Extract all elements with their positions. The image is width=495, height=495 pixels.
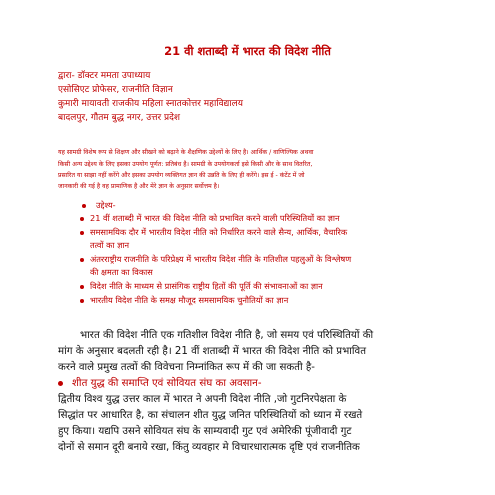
objective-text: 21 वीं शताब्दी में भारत की विदेश नीति को प्रभावित करने वाली परिस्थितियों का ज्ञान [90, 213, 340, 223]
objective-text: की क्षमता का विकास [90, 267, 153, 277]
section-heading-label: शीत युद्ध की समाप्ति एवं सोवियत संघ का अवसान- [72, 378, 262, 389]
bullet-icon [58, 381, 63, 386]
paragraph-line: मांग के अनुसार बदलती रही है। 21 वीं शताब्दी में भारत की विदेश नीति को प्रभावित [58, 346, 367, 357]
bullet-icon [80, 258, 84, 262]
author-designation: एसोसिएट प्रोफेसर, राजनीति विज्ञान [58, 85, 173, 95]
objective-text: अंतरराष्ट्रीय राजनीति के परिप्रेक्ष्य में भारतीय विदेश नीति के गतिशील पहलुओं के विश्लेषण [90, 254, 352, 264]
objective-text: तत्वों का ज्ञान [90, 240, 130, 250]
paragraph-line: द्वितीय विश्व युद्ध उत्तर काल में भारत ने अपनी विदेश नीति ,जो गुटनिरपेक्षता के [58, 394, 347, 405]
bullet-icon [80, 231, 84, 235]
bullet-icon [80, 285, 84, 289]
objective-text: विदेश नीति के माध्यम से प्रासंगिक राष्ट्रीय हितों की पूर्ति की संभावनाओं का ज्ञान [90, 281, 323, 291]
paragraph-line: करने वाले प्रमुख तत्वों की विवेचना निम्नांकित रूप में की जा सकती है- [58, 362, 315, 373]
bullet-icon [80, 217, 84, 221]
paragraph-line: दोनों से समान दूरी बनाये रखा, किंतु व्यवहार मे विचारधारात्मक दृष्टि एवं राजनीतिक [58, 442, 360, 453]
disclaimer-line: यह सामग्री विशेष रूप से शिक्षण और सीखने को बढ़ाने के शैक्षणिक उद्देश्यों के लिए है। आर्थिक / वाणिज्यिक अथवा [58, 149, 314, 156]
disclaimer-line: प्रसारित या साझा नहीं करेंगे और इसका उपयोग व्यक्तिगत ज्ञान की उन्नति के लिए ही करेंगे। इस ई - कंटेंट में जो [58, 172, 305, 179]
objectives-heading [82, 200, 116, 211]
bullet-icon [82, 204, 86, 208]
disclaimer-line: जानकारी की गई है वह प्रामाणिक है और मेरे ज्ञान के अनुसार सर्वोत्तम है। [58, 183, 220, 190]
document-title: 21 वी शताब्दी में भारत की विदेश नीति [164, 44, 331, 58]
paragraph-line: भारत की विदेश नीति एक गतिशील विदेश नीति है, जो समय एवं परिस्थितियों की [80, 330, 374, 341]
author-college: कुमारी मायावती राजकीय महिला स्नातकोत्तर महाविद्यालय [58, 99, 243, 109]
objective-text: समसामयिक दौर में भारतीय विदेश नीति को निर्धारित करने वाले सैन्य, आर्थिक, वैचारिक [90, 227, 348, 237]
author-location: बादलपुर, गौतम बुद्ध नगर, उत्तर प्रदेश [58, 113, 181, 123]
objectives-heading-label: उद्देश्य- [96, 200, 116, 210]
bullet-icon [80, 299, 84, 303]
disclaimer-line: किसी अन्य उद्देश्य के लिए इसका उपयोग पूर्णत: प्रतिबंध है। सामग्री के उपयोगकर्ता इसे किसी और के साथ वितरित, [58, 161, 313, 168]
objective-text: भारतीय विदेश नीति के समक्ष मौजूद समसामयिक चुनौतियों का ज्ञान [90, 295, 289, 305]
section-heading [58, 375, 262, 389]
paragraph-line: सिद्धांत पर आधारित है, का संचालन शीत युद्ध जनित परिस्थितियों को ध्यान में रखते [58, 410, 363, 421]
paragraph-line: हुए किया। यद्यपि उसने सोवियत संघ के साम्यवादी गुट एवं अमेरिकी पूंजीवादी गुट [58, 426, 352, 437]
author-name: द्वारा- डॉक्टर ममता उपाध्याय [58, 71, 151, 81]
